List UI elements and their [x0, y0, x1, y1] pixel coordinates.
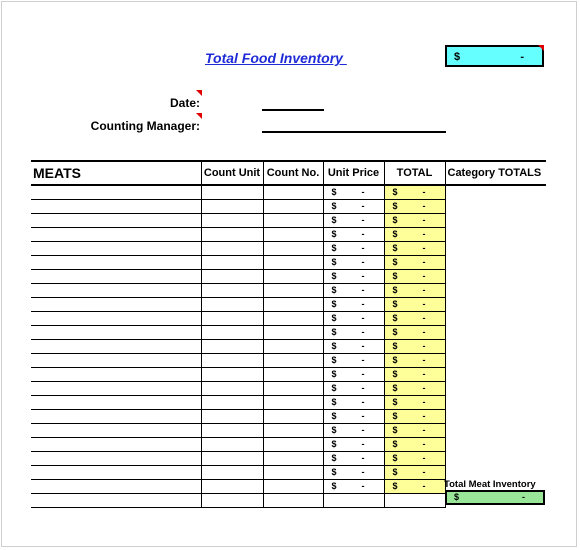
meat-item-cell[interactable] [31, 185, 201, 200]
total-currency: $ [392, 425, 398, 435]
count-no-cell[interactable] [263, 270, 323, 284]
total-value: - [422, 313, 426, 323]
total-value: - [422, 425, 426, 435]
count-no-cell[interactable] [263, 256, 323, 270]
unit-price-currency: $ [331, 341, 337, 351]
total-cell[interactable] [384, 242, 445, 256]
total-cell[interactable] [384, 270, 445, 284]
category-total-cell [445, 242, 546, 256]
unit-price-cell[interactable] [323, 354, 384, 368]
unit-price-value: - [361, 229, 365, 239]
unit-price-value: - [361, 257, 365, 267]
category-total-cell [445, 452, 546, 466]
total-cell[interactable] [384, 298, 445, 312]
count-no-cell[interactable] [263, 410, 323, 424]
count-unit-cell[interactable] [201, 340, 263, 354]
count-no-cell[interactable] [263, 438, 323, 452]
unit-price-currency: $ [331, 383, 337, 393]
category-total-cell [445, 228, 546, 242]
total-value: - [422, 285, 426, 295]
table-row [31, 410, 546, 424]
col-header-count-no: Count No. [263, 161, 323, 185]
count-unit-cell[interactable] [201, 354, 263, 368]
unit-price-cell[interactable] [323, 228, 384, 242]
table-row [31, 298, 546, 312]
total-value: - [422, 467, 426, 477]
total-currency: $ [392, 215, 398, 225]
meat-item-cell[interactable] [31, 354, 201, 368]
total-value: - [422, 397, 426, 407]
blank-cell[interactable] [201, 494, 263, 508]
total-value: - [422, 229, 426, 239]
total-currency: $ [392, 271, 398, 281]
total-currency: $ [392, 313, 398, 323]
count-no-cell[interactable] [263, 382, 323, 396]
total-value: - [422, 257, 426, 267]
counting-manager-field[interactable] [262, 131, 446, 133]
total-currency: $ [392, 481, 398, 491]
count-unit-cell[interactable] [201, 424, 263, 438]
total-currency: $ [392, 229, 398, 239]
unit-price-cell[interactable] [323, 200, 384, 214]
total-value: - [422, 341, 426, 351]
unit-price-cell[interactable] [323, 298, 384, 312]
count-unit-cell[interactable] [201, 228, 263, 242]
unit-price-value: - [361, 397, 365, 407]
total-cell[interactable] [384, 312, 445, 326]
count-no-cell[interactable] [263, 185, 323, 200]
count-no-cell[interactable] [263, 200, 323, 214]
meat-item-cell[interactable] [31, 270, 201, 284]
category-total-cell [445, 256, 546, 270]
table-row [31, 214, 546, 228]
total-currency: $ [392, 439, 398, 449]
unit-price-currency: $ [331, 187, 337, 197]
total-meat-inventory-cell[interactable] [445, 490, 545, 505]
unit-price-currency: $ [331, 425, 337, 435]
total-currency: $ [392, 201, 398, 211]
total-value: - [422, 453, 426, 463]
total-cell[interactable] [384, 214, 445, 228]
count-unit-cell[interactable] [201, 200, 263, 214]
unit-price-currency: $ [331, 243, 337, 253]
table-row [31, 438, 546, 452]
meat-item-cell[interactable] [31, 466, 201, 480]
total-currency: $ [392, 467, 398, 477]
total-currency: $ [392, 187, 398, 197]
count-no-cell[interactable] [263, 312, 323, 326]
meat-item-cell[interactable] [31, 228, 201, 242]
meat-item-cell[interactable] [31, 368, 201, 382]
total-cell[interactable] [384, 480, 445, 494]
count-no-cell[interactable] [263, 340, 323, 354]
unit-price-cell[interactable] [323, 452, 384, 466]
count-no-cell[interactable] [263, 284, 323, 298]
table-row [31, 382, 546, 396]
unit-price-value: - [361, 187, 365, 197]
col-header-count-unit: Count Unit [201, 161, 263, 185]
header-row [31, 161, 546, 185]
col-header-unit-price: Unit Price [323, 161, 384, 185]
unit-price-value: - [361, 453, 365, 463]
total-cell[interactable] [384, 466, 445, 480]
category-total-cell [445, 214, 546, 228]
unit-price-cell[interactable] [323, 242, 384, 256]
count-unit-cell[interactable] [201, 185, 263, 200]
count-no-cell[interactable] [263, 424, 323, 438]
total-currency: $ [392, 453, 398, 463]
total-value: - [422, 187, 426, 197]
total-cell[interactable] [384, 354, 445, 368]
meat-item-cell[interactable] [31, 242, 201, 256]
unit-price-value: - [361, 271, 365, 281]
count-unit-cell[interactable] [201, 480, 263, 494]
category-total-cell [445, 368, 546, 382]
unit-price-value: - [361, 201, 365, 211]
date-label: Date: [169, 96, 200, 110]
table-row [31, 256, 546, 270]
count-no-cell[interactable] [263, 298, 323, 312]
total-cell[interactable] [384, 368, 445, 382]
unit-price-cell[interactable] [323, 438, 384, 452]
meat-item-cell[interactable] [31, 326, 201, 340]
count-unit-cell[interactable] [201, 284, 263, 298]
col-header-meats: MEATS [31, 161, 201, 185]
unit-price-value: - [361, 439, 365, 449]
total-currency: $ [392, 411, 398, 421]
col-header-total: TOTAL [384, 161, 445, 185]
unit-price-currency: $ [331, 481, 337, 491]
unit-price-cell[interactable] [323, 214, 384, 228]
table-row [31, 228, 546, 242]
meat-item-cell[interactable] [31, 312, 201, 326]
total-cell[interactable] [384, 382, 445, 396]
unit-price-currency: $ [331, 453, 337, 463]
category-total-cell [445, 438, 546, 452]
counting-manager-label: Counting Manager: [90, 119, 200, 133]
total-cell[interactable] [384, 284, 445, 298]
table-row [31, 354, 546, 368]
meat-item-cell[interactable] [31, 424, 201, 438]
grand-total-cell[interactable] [445, 45, 544, 67]
total-value: - [422, 481, 426, 491]
table-row [31, 396, 546, 410]
unit-price-currency: $ [331, 215, 337, 225]
unit-price-cell[interactable] [323, 424, 384, 438]
comment-marker-icon [538, 45, 544, 51]
meat-item-cell[interactable] [31, 298, 201, 312]
count-unit-cell[interactable] [201, 438, 263, 452]
meat-item-cell[interactable] [31, 256, 201, 270]
table-row [31, 466, 546, 480]
total-value: - [422, 201, 426, 211]
unit-price-cell[interactable] [323, 270, 384, 284]
meat-item-cell[interactable] [31, 382, 201, 396]
unit-price-cell[interactable] [323, 185, 384, 200]
total-cell[interactable] [384, 340, 445, 354]
table-row [31, 242, 546, 256]
count-no-cell[interactable] [263, 242, 323, 256]
blank-cell[interactable] [31, 494, 201, 508]
table-row [31, 452, 546, 466]
count-unit-cell[interactable] [201, 298, 263, 312]
meat-item-cell[interactable] [31, 200, 201, 214]
meat-item-cell[interactable] [31, 480, 201, 494]
meat-item-cell[interactable] [31, 214, 201, 228]
grand-total-value: - [520, 51, 524, 63]
unit-price-currency: $ [331, 299, 337, 309]
unit-price-value: - [361, 411, 365, 421]
total-currency: $ [392, 355, 398, 365]
total-value: - [422, 327, 426, 337]
category-total-cell [445, 466, 546, 480]
unit-price-value: - [361, 467, 365, 477]
unit-price-value: - [361, 355, 365, 365]
unit-price-value: - [361, 425, 365, 435]
unit-price-currency: $ [331, 257, 337, 267]
unit-price-currency: $ [331, 411, 337, 421]
unit-price-value: - [361, 481, 365, 491]
meat-total-currency: $ [454, 492, 460, 502]
count-unit-cell[interactable] [201, 326, 263, 340]
unit-price-cell[interactable] [323, 466, 384, 480]
unit-price-value: - [361, 313, 365, 323]
category-total-cell [445, 270, 546, 284]
count-no-cell[interactable] [263, 396, 323, 410]
table-row [31, 326, 546, 340]
total-currency: $ [392, 243, 398, 253]
unit-price-value: - [361, 285, 365, 295]
count-no-cell[interactable] [263, 368, 323, 382]
unit-price-currency: $ [331, 229, 337, 239]
category-total-cell [445, 354, 546, 368]
category-total-cell [445, 312, 546, 326]
category-total-cell [445, 410, 546, 424]
category-total-cell [445, 200, 546, 214]
unit-price-value: - [361, 327, 365, 337]
total-currency: $ [392, 341, 398, 351]
count-unit-cell[interactable] [201, 382, 263, 396]
comment-marker-icon [196, 113, 202, 119]
unit-price-value: - [361, 243, 365, 253]
meat-item-cell[interactable] [31, 340, 201, 354]
unit-price-cell[interactable] [323, 368, 384, 382]
total-currency: $ [392, 397, 398, 407]
unit-price-value: - [361, 383, 365, 393]
total-cell[interactable] [384, 185, 445, 200]
unit-price-currency: $ [331, 439, 337, 449]
unit-price-currency: $ [331, 327, 337, 337]
total-currency: $ [392, 327, 398, 337]
unit-price-cell[interactable] [323, 382, 384, 396]
table-row [31, 340, 546, 354]
unit-price-value: - [361, 299, 365, 309]
unit-price-currency: $ [331, 355, 337, 365]
meat-item-cell[interactable] [31, 452, 201, 466]
total-value: - [422, 439, 426, 449]
total-value: - [422, 369, 426, 379]
meat-item-cell[interactable] [31, 284, 201, 298]
total-currency: $ [392, 299, 398, 309]
total-cell[interactable] [384, 256, 445, 270]
category-total-cell [445, 284, 546, 298]
count-unit-cell[interactable] [201, 396, 263, 410]
category-total-cell [445, 340, 546, 354]
total-cell[interactable] [384, 452, 445, 466]
comment-marker-icon [196, 90, 202, 96]
total-value: - [422, 383, 426, 393]
total-currency: $ [392, 285, 398, 295]
count-unit-cell[interactable] [201, 270, 263, 284]
grand-total-currency: $ [454, 51, 461, 63]
count-no-cell[interactable] [263, 326, 323, 340]
category-total-cell [445, 185, 546, 200]
meat-item-cell[interactable] [31, 396, 201, 410]
page-title: Total Food Inventory [205, 50, 347, 66]
total-cell[interactable] [384, 326, 445, 340]
meat-item-cell[interactable] [31, 410, 201, 424]
unit-price-cell[interactable] [323, 340, 384, 354]
blank-cell[interactable] [323, 494, 384, 508]
count-unit-cell[interactable] [201, 256, 263, 270]
count-unit-cell[interactable] [201, 368, 263, 382]
date-field[interactable] [262, 109, 324, 111]
count-unit-cell[interactable] [201, 242, 263, 256]
unit-price-currency: $ [331, 271, 337, 281]
total-currency: $ [392, 383, 398, 393]
total-value: - [422, 299, 426, 309]
total-meat-inventory-label: Total Meat Inventory [444, 479, 536, 490]
inventory-table [31, 160, 546, 508]
unit-price-currency: $ [331, 313, 337, 323]
total-cell[interactable] [384, 200, 445, 214]
category-total-cell [445, 298, 546, 312]
count-unit-cell[interactable] [201, 452, 263, 466]
total-cell[interactable] [384, 424, 445, 438]
blank-cell[interactable] [263, 494, 323, 508]
total-value: - [422, 215, 426, 225]
table-row [31, 312, 546, 326]
category-total-cell [445, 396, 546, 410]
total-currency: $ [392, 369, 398, 379]
unit-price-value: - [361, 215, 365, 225]
total-cell[interactable] [384, 396, 445, 410]
unit-price-cell[interactable] [323, 410, 384, 424]
total-cell[interactable] [384, 228, 445, 242]
unit-price-cell[interactable] [323, 256, 384, 270]
count-no-cell[interactable] [263, 214, 323, 228]
total-value: - [422, 271, 426, 281]
unit-price-cell[interactable] [323, 284, 384, 298]
total-currency: $ [392, 257, 398, 267]
count-unit-cell[interactable] [201, 214, 263, 228]
table-row [31, 424, 546, 438]
unit-price-currency: $ [331, 369, 337, 379]
unit-price-cell[interactable] [323, 326, 384, 340]
count-no-cell[interactable] [263, 228, 323, 242]
unit-price-cell[interactable] [323, 396, 384, 410]
table-row [31, 368, 546, 382]
category-total-cell [445, 382, 546, 396]
count-no-cell[interactable] [263, 466, 323, 480]
table-row [31, 270, 546, 284]
table-row [31, 284, 546, 298]
table-row [31, 200, 546, 214]
count-unit-cell[interactable] [201, 466, 263, 480]
unit-price-currency: $ [331, 285, 337, 295]
category-total-cell [445, 424, 546, 438]
category-total-cell [445, 326, 546, 340]
total-cell[interactable] [384, 410, 445, 424]
blank-cell[interactable] [384, 494, 445, 508]
count-unit-cell[interactable] [201, 410, 263, 424]
unit-price-value: - [361, 341, 365, 351]
total-value: - [422, 411, 426, 421]
unit-price-cell[interactable] [323, 312, 384, 326]
total-value: - [422, 243, 426, 253]
col-header-category-totals: Category TOTALS [445, 161, 546, 185]
table-row [31, 185, 546, 200]
count-no-cell[interactable] [263, 452, 323, 466]
unit-price-currency: $ [331, 467, 337, 477]
unit-price-value: - [361, 369, 365, 379]
total-cell[interactable] [384, 438, 445, 452]
unit-price-currency: $ [331, 397, 337, 407]
unit-price-cell[interactable] [323, 480, 384, 494]
count-no-cell[interactable] [263, 354, 323, 368]
total-value: - [422, 355, 426, 365]
meat-item-cell[interactable] [31, 438, 201, 452]
unit-price-currency: $ [331, 201, 337, 211]
meat-total-value: - [522, 492, 525, 502]
count-unit-cell[interactable] [201, 312, 263, 326]
count-no-cell[interactable] [263, 480, 323, 494]
